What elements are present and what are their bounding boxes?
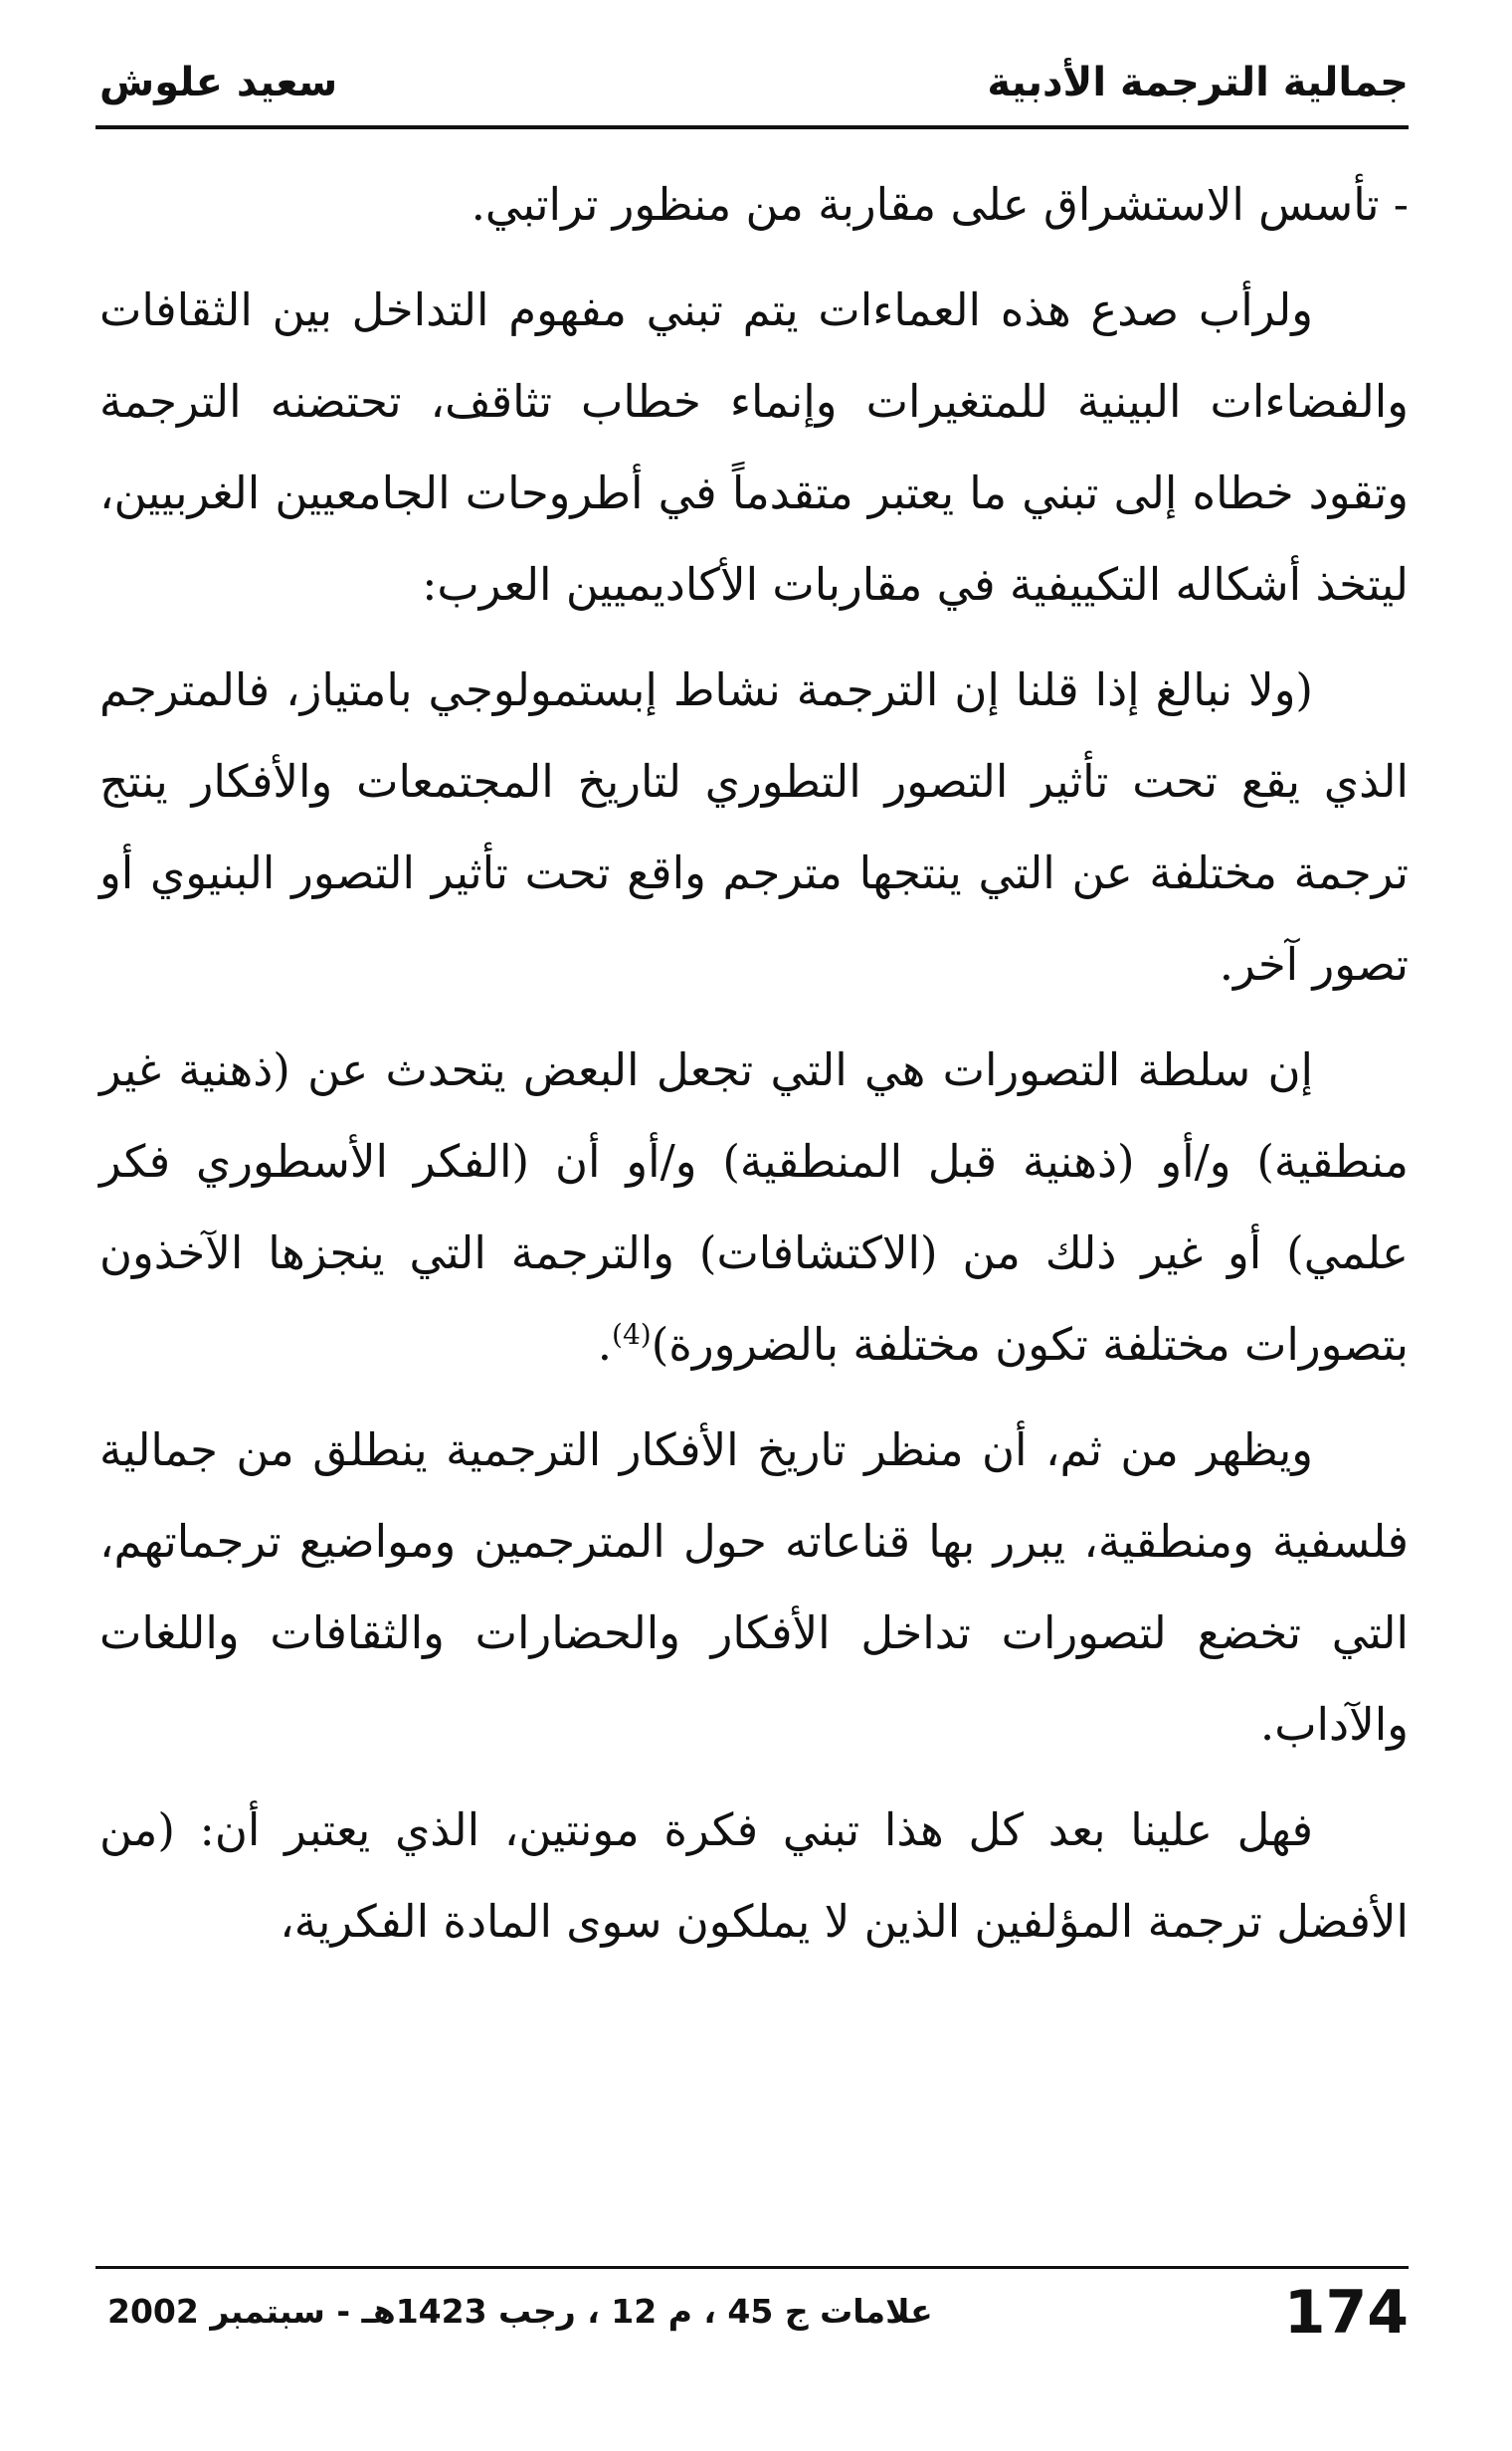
page-number: 174 xyxy=(1283,2278,1409,2348)
running-author: سعيد علوش xyxy=(99,60,338,105)
running-header xyxy=(99,52,1409,121)
quote-paragraph-1: (ولا نبالغ إذا قلنا إن الترجمة نشاط إبستمولوجي بامتياز، فالمترجم الذي يقع تحت تأثير التصور التطوري لتاريخ المجتمعات والأفكار ينتج ترجمة مختلفة عن التي ينتجها مترجم واقع تحت تأثير التصور البنيوي أو تصور آخر. xyxy=(99,663,1409,991)
journal-info: علامات ج 45 ، م 12 ، رجب 1423هـ - سبتمبر 2002 xyxy=(107,2292,933,2331)
paragraph-1: - تأسس الاستشراق على مقاربة من منظور تراتبي. xyxy=(471,178,1409,231)
quote-paragraph-2-text: إن سلطة التصورات هي التي تجعل البعض يتحدث عن (ذهنية غير منطقية) و/أو (ذهنية قبل المنطقية) و/أو أن (الفكر الأسطوري فكر علمي) أو غير ذلك من (الاكتشافات) والترجمة التي ينجزها الآخذون بتصورات مختلفة تكون مختلفة بالضرورة) xyxy=(99,1043,1409,1371)
footnote-tail: . xyxy=(597,1318,612,1371)
paragraph-2: ولرأب صدع هذه العماءات يتم تبني مفهوم التداخل بين الثقافات والفضاءات البينية للمتغيرات وإنماء خطاب تثاقف، تحتضنه الترجمة وتقود خطاه إلى تبني ما يعتبر متقدماً في أطروحات الجامعيين الغربيين، ليتخذ أشكاله التكييفية في مقاربات الأكاديميين العرب: xyxy=(99,283,1409,611)
quote-paragraph-2 xyxy=(99,1025,1409,1391)
body-text xyxy=(99,159,1409,1981)
paragraph-6: فهل علينا بعد كل هذا تبني فكرة مونتين، الذي يعتبر أن: (من الأفضل ترجمة المؤلفين الذين لا يملكون سوى المادة الفكرية، xyxy=(99,1803,1409,1948)
footnote-reference: (4) xyxy=(612,1318,652,1351)
running-title: جمالية الترجمة الأدبية xyxy=(987,60,1409,105)
paragraph-5: ويظهر من ثم، أن منظر تاريخ الأفكار الترجمية ينطلق من جمالية فلسفية ومنطقية، يبرر بها قناعاته حول المترجمين ومواضيع ترجماتهم، التي تخضع لتصورات تداخل الأفكار والحضارات والثقافات واللغات والآداب. xyxy=(99,1423,1409,1751)
footer-rule xyxy=(95,2266,1409,2269)
header-rule xyxy=(95,125,1409,129)
